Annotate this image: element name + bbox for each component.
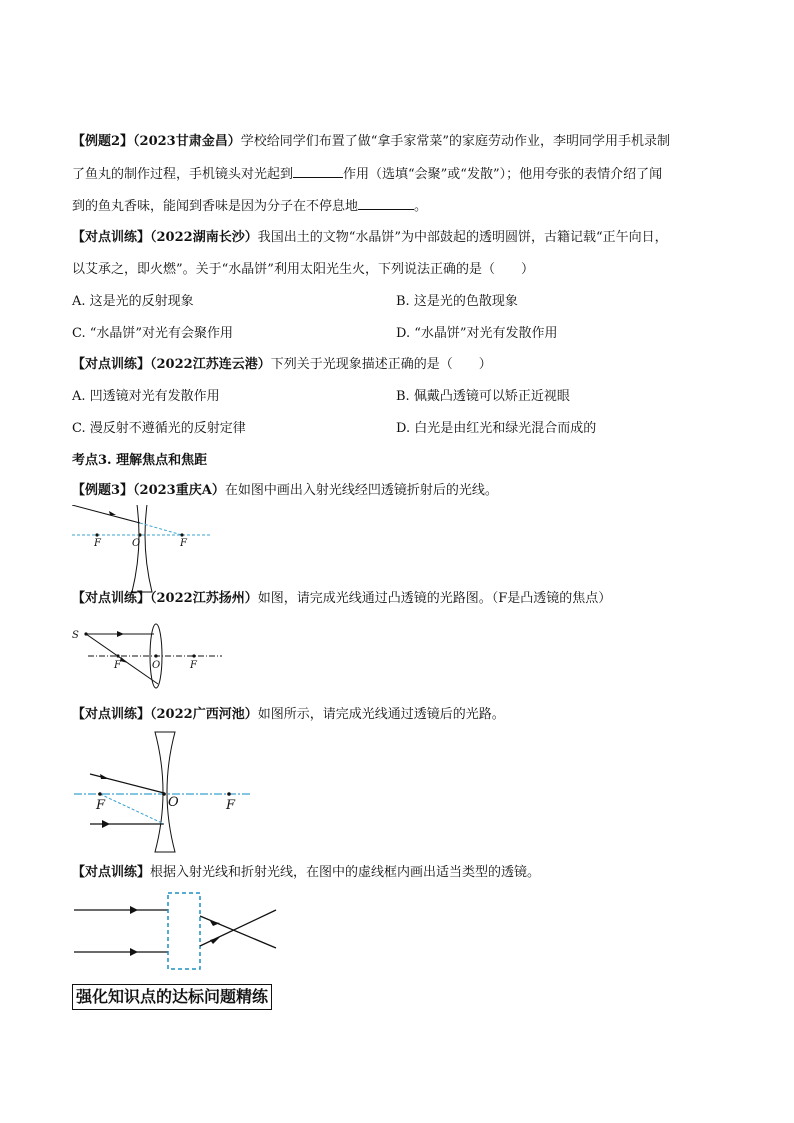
ray-arrow-1 [130, 906, 138, 914]
figure-convex-lens [72, 622, 227, 692]
figure-concave-lens-1 [72, 505, 217, 595]
focus-point-right [227, 792, 231, 796]
figure-concave-lens-2 [72, 730, 252, 855]
dashed-lens-box[interactable] [168, 893, 200, 969]
example2-text2b: 作用（选填“会聚”或“发散”）；他用夸张的表情介绍了闻 [343, 167, 663, 182]
dashed-guide-line [100, 794, 164, 824]
ray-arrow-1 [117, 631, 124, 637]
training1-option-d[interactable]: D. “水晶饼”对光有发散作用 [396, 326, 558, 341]
example3-text: 在如图中画出入射光线经凹透镜折射后的光线。 [224, 483, 498, 498]
refracted-ray-1 [200, 916, 276, 948]
training3-line [72, 590, 611, 608]
training1-source: （2022湖南长沙） [150, 230, 258, 245]
training5-text: 根据入射光线和折射光线，在图中的虚线框内画出适当类型的透镜。 [150, 865, 541, 880]
optical-center [138, 533, 141, 536]
example2-blank1[interactable] [293, 165, 343, 178]
training4-tag: 【对点训练】 [72, 707, 151, 722]
example2-text3a: 到的鱼丸香味，能闻到香味是因为分子在不停息地 [72, 199, 359, 214]
extension-line [140, 523, 182, 535]
label-o: O [152, 660, 161, 671]
training2-option-c[interactable]: C. 漫反射不遵循光的反射定律 [72, 421, 246, 436]
focus-point-left [98, 792, 102, 796]
example2-tag: 【例题2】 [72, 134, 134, 149]
example2-blank2[interactable] [358, 197, 414, 210]
training2-option-b[interactable]: B. 佩戴凸透镜可以矫正近视眼 [396, 389, 570, 404]
training2-line1 [72, 356, 492, 374]
training2-option-d[interactable]: D. 白光是由红光和绿光混合而成的 [396, 421, 597, 436]
figure-lens-box [72, 890, 282, 975]
training1-line2: 以艾承之，即火燃”。关于“水晶饼”利用太阳光生火，下列说法正确的是（ ） [72, 262, 534, 277]
label-s: S [72, 630, 79, 641]
incident-ray [72, 505, 140, 523]
ray-arrow-2 [130, 948, 138, 956]
training5-tag: 【对点训练】 [72, 865, 151, 880]
training4-line [72, 706, 505, 724]
focus-point-right [180, 533, 183, 536]
training3-tag: 【对点训练】 [72, 591, 151, 606]
training1-tag: 【对点训练】 [72, 230, 151, 245]
training1-option-c[interactable]: C. “水晶饼”对光有会聚作用 [72, 326, 234, 341]
ray-arrow [109, 511, 116, 515]
focus-point-left [116, 654, 119, 657]
training4-text: 如图所示，请完成光线通过透镜后的光路。 [257, 707, 505, 722]
training2-text1: 下列关于光现象描述正确的是（ ） [270, 357, 492, 372]
training1-option-a[interactable]: A. 这是光的反射现象 [72, 294, 194, 309]
training5-line [72, 864, 540, 882]
example2-source: （2023甘肃金昌） [133, 134, 241, 149]
training1-line1 [72, 229, 668, 247]
example2-line1 [72, 133, 670, 151]
training2-source: （2022江苏连云港） [150, 357, 271, 372]
label-f-left: F [94, 538, 101, 549]
focus-point-left [95, 533, 98, 536]
label-f-right: F [180, 538, 187, 549]
label-f-right: F [190, 660, 197, 671]
example2-text3b: 。 [414, 199, 428, 214]
ray-arrow-2 [120, 657, 128, 663]
example2-line2 [72, 165, 662, 184]
label-o: O [168, 795, 179, 810]
example2-text2a: 了鱼丸的制作过程，手机镜头对光起到 [72, 167, 294, 182]
example3-tag: 【例题3】 [72, 483, 134, 498]
label-o: O [132, 538, 141, 549]
section3-title: 考点3. 理解焦点和焦距 [72, 453, 208, 468]
ray-arrow-2 [102, 820, 110, 828]
optical-center [154, 654, 157, 657]
label-f-left: F [114, 660, 121, 671]
training1-option-b[interactable]: B. 这是光的色散现象 [396, 294, 518, 309]
training1-text1: 我国出土的文物“水晶饼”为中部鼓起的透明圆饼，古籍记载“正午向日， [257, 230, 668, 245]
example3-source: （2023重庆A） [133, 483, 225, 498]
section-heading: 强化知识点的达标问题精练 [72, 984, 272, 1010]
ray-arrow-4 [210, 937, 220, 944]
optical-center [162, 792, 166, 796]
label-f-left: F [96, 798, 106, 813]
example2-text1: 学校给同学们布置了做“拿手家常菜”的家庭劳动作业，李明同学用手机录制 [240, 134, 671, 149]
training3-source: （2022江苏扬州） [150, 591, 258, 606]
label-f-right: F [226, 798, 236, 813]
example3-line [72, 482, 498, 500]
training2-option-a[interactable]: A. 凹透镜对光有发散作用 [72, 389, 220, 404]
focus-point-right [192, 654, 195, 657]
training4-source: （2022广西河池） [150, 707, 258, 722]
example2-line3 [72, 197, 427, 216]
training2-tag: 【对点训练】 [72, 357, 151, 372]
source-point [84, 632, 87, 635]
training3-text: 如图，请完成光线通过凸透镜的光路图。（F是凸透镜的焦点） [257, 591, 612, 606]
